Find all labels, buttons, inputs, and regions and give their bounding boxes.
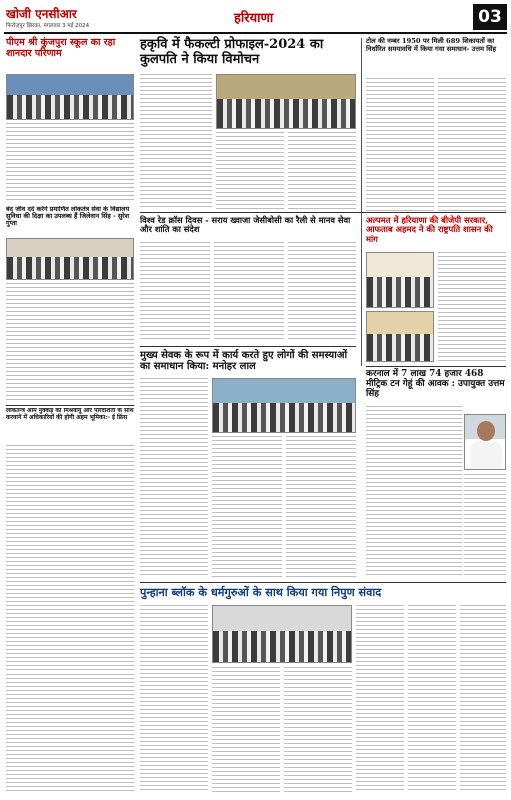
article-body-kulpati-2	[216, 132, 356, 209]
headline-voters: लोकतन्त्र आम नुक्कड़ को मिश्रवायु और पारदर्शिता के साथ करवाने में अधिकारियों की होगी अहम भूमिका:- ई फ्रिंस	[6, 408, 134, 421]
punhana-photo	[212, 605, 352, 663]
page-number: 03	[473, 4, 507, 30]
article-body-toll	[366, 78, 506, 212]
column-divider	[361, 216, 362, 366]
bjp-photo-2	[366, 311, 434, 362]
article-body-school	[6, 123, 134, 203]
article-body-red-cross	[140, 242, 356, 342]
article-body-voters-end	[6, 674, 134, 792]
article-body-karnal	[366, 406, 462, 578]
blood-camp-photo	[6, 238, 134, 280]
kulpati-photo	[216, 74, 356, 129]
headline-school: पीएम श्री कुंजपुरा स्कूल का रहा शानदार परिणाम	[6, 37, 116, 59]
article-body-karnal-2	[464, 474, 506, 578]
article-body-punhana-3	[356, 605, 506, 792]
headline-manohar: मुख्य सेवक के रूप में कार्य करते हुए लोगों की समस्याओं का समाधान किया: मनोहर लाल	[140, 350, 348, 373]
article-body-punhana	[140, 605, 208, 792]
divider	[366, 366, 506, 367]
divider	[140, 582, 506, 583]
headline-karnal: करनाल में 7 लाख 74 हजार 468 मीट्रिक टन गेहूं की आवक : उपायुक्त उत्तम सिंह	[366, 369, 505, 399]
headline-kulpati: हकृवि में फैकल्टी प्रोफाइल-2024 का कुलपति ने किया विमोचन	[140, 37, 324, 67]
divider	[6, 405, 134, 406]
official-portrait	[464, 414, 506, 470]
manohar-photo	[212, 378, 356, 433]
headline-red-cross: विश्व रेड क्रॉस दिवस - सराय ख्वाजा जेसीबोसी का रैली से मानव सेवा और शांति का संदेश	[140, 215, 351, 235]
masthead	[4, 4, 507, 34]
article-body-voters	[6, 445, 134, 670]
article-body-blood	[6, 283, 134, 401]
section-title: हरियाणा	[234, 11, 274, 26]
column-divider	[361, 38, 362, 216]
article-body-manohar-2	[212, 436, 356, 578]
headline-punhana: पुन्हाना ब्लॉक के धर्मगुरुओं के साथ किया गया निपुण संवाद	[140, 585, 382, 599]
article-body-punhana-2	[212, 667, 352, 792]
newspaper-name: खोजी एनसीआर	[6, 7, 77, 21]
headline-bjp: अल्पमत में हरियाणा की बीजेपी सरकार, आफताब अहमद ने की राष्ट्रपति शासन की मांग	[366, 215, 493, 244]
divider	[140, 346, 356, 347]
date-line: फिरोज़पुर झिरका, मंगलवार 3 मई 2024	[6, 23, 90, 29]
headline-toll: टोल की नम्बर 1950 पर मिली 689 शिकायतों का निर्धारित समयावधि में किया गया समाधान- उत्तम सिंह	[366, 37, 497, 53]
bjp-photo	[366, 252, 434, 308]
school-photo	[6, 74, 134, 120]
article-body-bjp	[438, 252, 506, 362]
article-body-manohar	[140, 378, 208, 578]
article-body-kulpati	[140, 74, 212, 209]
divider	[140, 212, 506, 213]
headline-blood: बंद जीव दर्द करेंगे प्रमाणित लोकतंत्र सेवा के विद्यालय सुविधा की दिक्षा का उपलब्ध हैं जिलेवान सिंह - सुरेश गुप्ता	[6, 206, 130, 228]
